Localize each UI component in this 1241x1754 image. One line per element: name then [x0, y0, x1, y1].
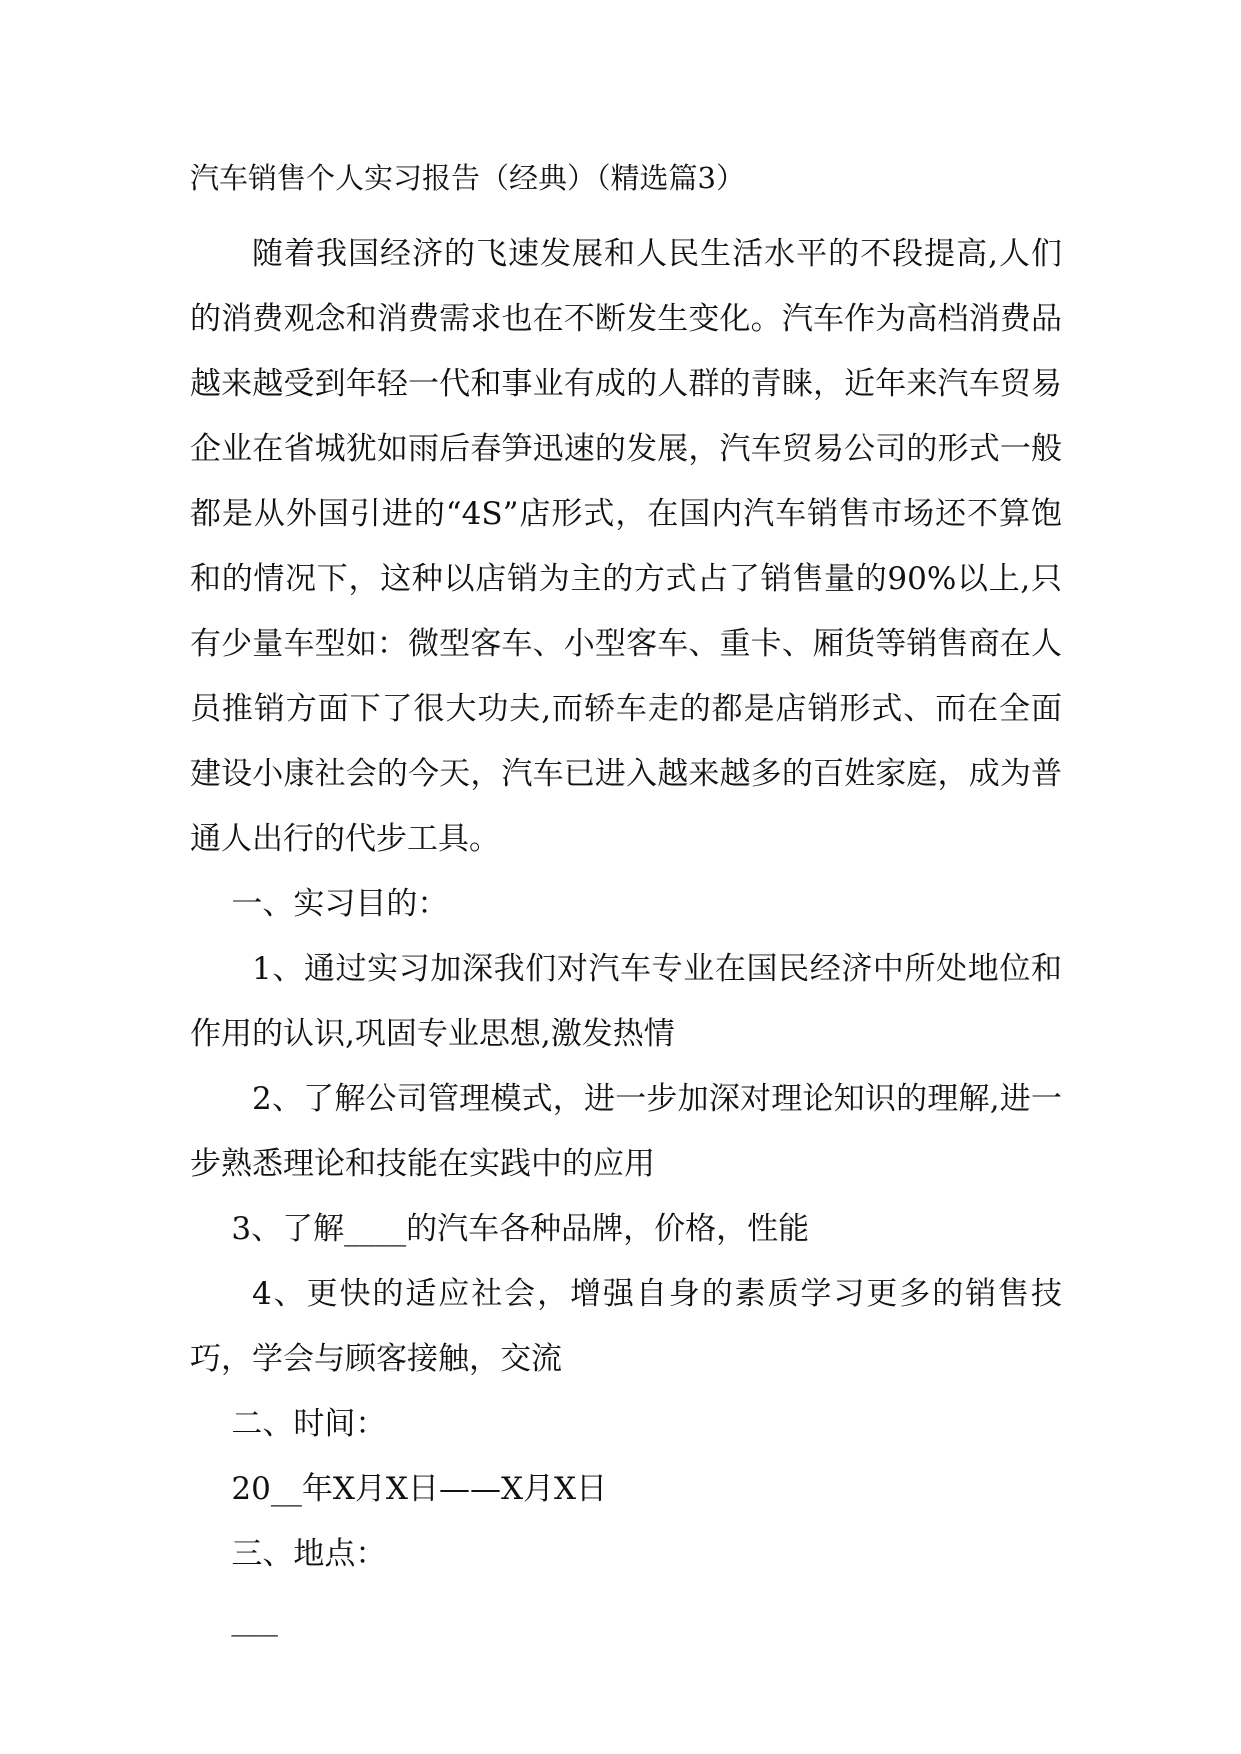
section-heading-time: 二、时间：: [231, 1406, 387, 1442]
goal-item-1: 1、通过实习加深我们对汽车专业在国民经济中所处地位和作用的认识,巩固专业思想,激发热情: [190, 951, 1062, 1052]
section-heading-place: 三、地点：: [231, 1536, 387, 1572]
time-value: 20__年X月X日——X月X日: [231, 1471, 608, 1507]
place-value: ___: [231, 1601, 278, 1637]
section-heading-purpose: 一、实习目的：: [231, 886, 449, 922]
goal-item-3: 3、了解____的汽车各种品牌，价格，性能: [231, 1211, 810, 1247]
goal-item-2: 2、了解公司管理模式，进一步加深对理论知识的理解,进一步熟悉理论和技能在实践中的应用: [190, 1081, 1062, 1182]
intro-paragraph: 随着我国经济的飞速发展和人民生活水平的不段提高,人们的消费观念和消费需求也在不断发生变化。汽车作为高档消费品越来越受到年轻一代和事业有成的人群的青睐，近年来汽车贸易企业在省城犹如雨后春笋迅速的发展，汽车贸易公司的形式一般都是从外国引进的“4S”店形式，在国内汽车销售市场还不算饱和的情况下，这种以店销为主的方式占了销售量的90%以上,只有少量车型如：微型客车、小型客车、重卡、厢货等销售商在人员推销方面下了很大功夫,而轿车走的都是店销形式、而在全面建设小康社会的今天，汽车已进入越来越多的百姓家庭，成为普通人出行的代步工具。: [190, 236, 1062, 857]
document-title: 汽车销售个人实习报告（经典）（精选篇3）: [190, 161, 745, 195]
document-body: [190, 158, 1062, 1652]
goal-item-4: 4、更快的适应社会，增强自身的素质学习更多的销售技巧，学会与顾客接触，交流: [190, 1276, 1062, 1377]
